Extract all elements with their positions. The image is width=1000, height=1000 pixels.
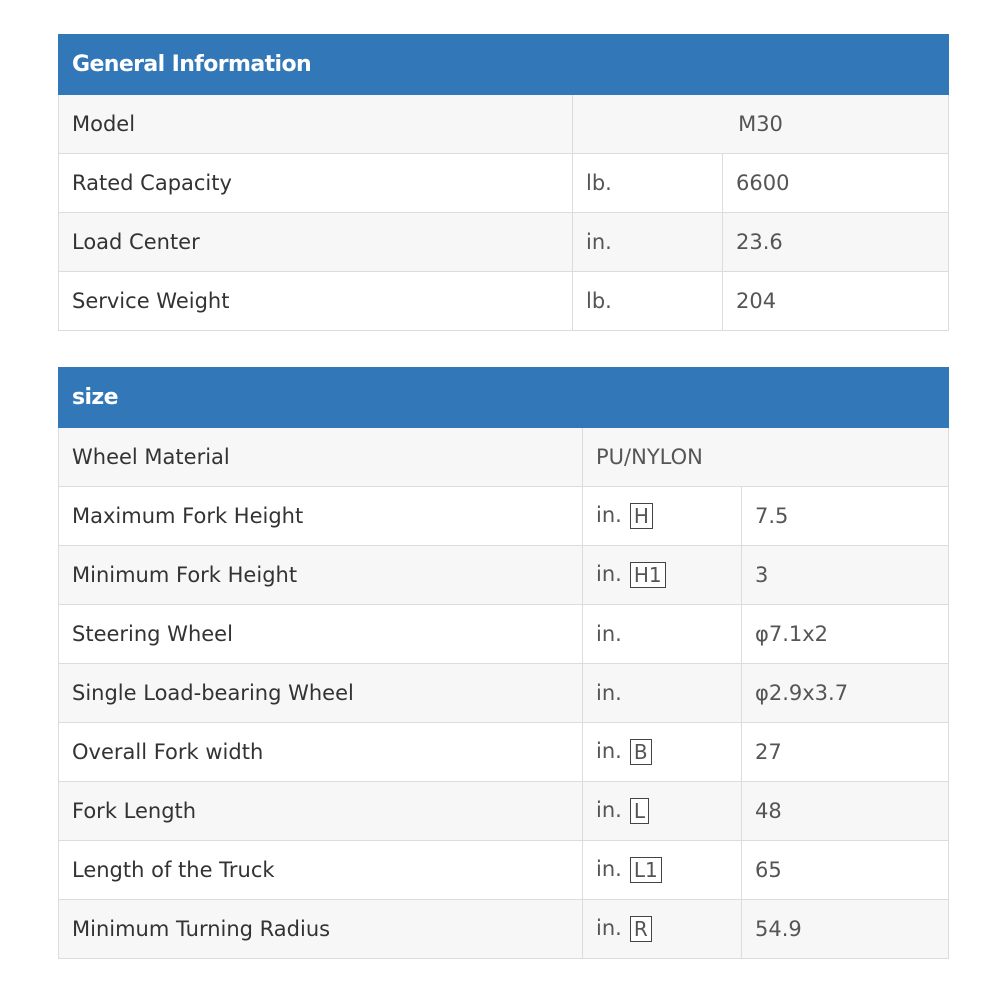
dimension-code-badge: R	[630, 916, 652, 942]
wheel-material-label: Wheel Material	[59, 428, 583, 487]
dimension-code-badge: H	[630, 503, 653, 529]
spec-value: φ7.1x2	[742, 605, 949, 664]
spec-value: 27	[742, 723, 949, 782]
size-table	[58, 367, 949, 959]
spec-value: 65	[742, 841, 949, 900]
spec-label: Minimum Turning Radius	[59, 900, 583, 959]
spec-label: Minimum Fork Height	[59, 546, 583, 605]
spec-label: Maximum Fork Height	[59, 487, 583, 546]
spec-unit	[583, 723, 742, 782]
dimension-code-badge: H1	[630, 562, 666, 588]
spec-value: 7.5	[742, 487, 949, 546]
size-header: size	[59, 368, 949, 428]
unit-text: in.	[596, 916, 622, 940]
spec-unit: in.	[573, 213, 723, 272]
spec-value: 3	[742, 546, 949, 605]
table-row	[59, 900, 949, 959]
spec-label: Rated Capacity	[59, 154, 573, 213]
spec-label: Overall Fork width	[59, 723, 583, 782]
spec-value: 48	[742, 782, 949, 841]
spec-label: Service Weight	[59, 272, 573, 331]
dimension-code-badge: L	[630, 798, 649, 824]
spec-label: Load Center	[59, 213, 573, 272]
table-row	[59, 428, 949, 487]
spec-value: 6600	[723, 154, 949, 213]
spec-label: Single Load-bearing Wheel	[59, 664, 583, 723]
unit-text: in.	[596, 503, 622, 527]
spec-label: Fork Length	[59, 782, 583, 841]
dimension-code-badge: L1	[630, 857, 662, 883]
spec-value: φ2.9x3.7	[742, 664, 949, 723]
general-information-table	[58, 34, 949, 331]
model-label: Model	[59, 95, 573, 154]
spec-unit: in.	[583, 605, 742, 664]
spec-value: 54.9	[742, 900, 949, 959]
spec-label: Length of the Truck	[59, 841, 583, 900]
dimension-code-badge: B	[630, 739, 652, 765]
spec-unit	[583, 487, 742, 546]
table-row	[59, 213, 949, 272]
general-information-header: General Information	[59, 35, 949, 95]
table-row	[59, 841, 949, 900]
table-row	[59, 546, 949, 605]
table-row	[59, 154, 949, 213]
table-row	[59, 605, 949, 664]
table-row	[59, 782, 949, 841]
model-value: M30	[573, 95, 949, 154]
spec-unit	[583, 546, 742, 605]
unit-text: in.	[596, 562, 622, 586]
spec-unit	[583, 900, 742, 959]
table-row	[59, 272, 949, 331]
wheel-material-value: PU/NYLON	[583, 428, 949, 487]
spec-unit: in.	[583, 664, 742, 723]
spec-unit	[583, 841, 742, 900]
unit-text: in.	[596, 857, 622, 881]
table-row	[59, 487, 949, 546]
spec-label: Steering Wheel	[59, 605, 583, 664]
spec-value: 23.6	[723, 213, 949, 272]
spec-value: 204	[723, 272, 949, 331]
unit-text: in.	[596, 798, 622, 822]
table-row	[59, 723, 949, 782]
table-row	[59, 95, 949, 154]
spec-unit: lb.	[573, 272, 723, 331]
unit-text: in.	[596, 739, 622, 763]
table-row	[59, 664, 949, 723]
spec-unit	[583, 782, 742, 841]
spec-unit: lb.	[573, 154, 723, 213]
